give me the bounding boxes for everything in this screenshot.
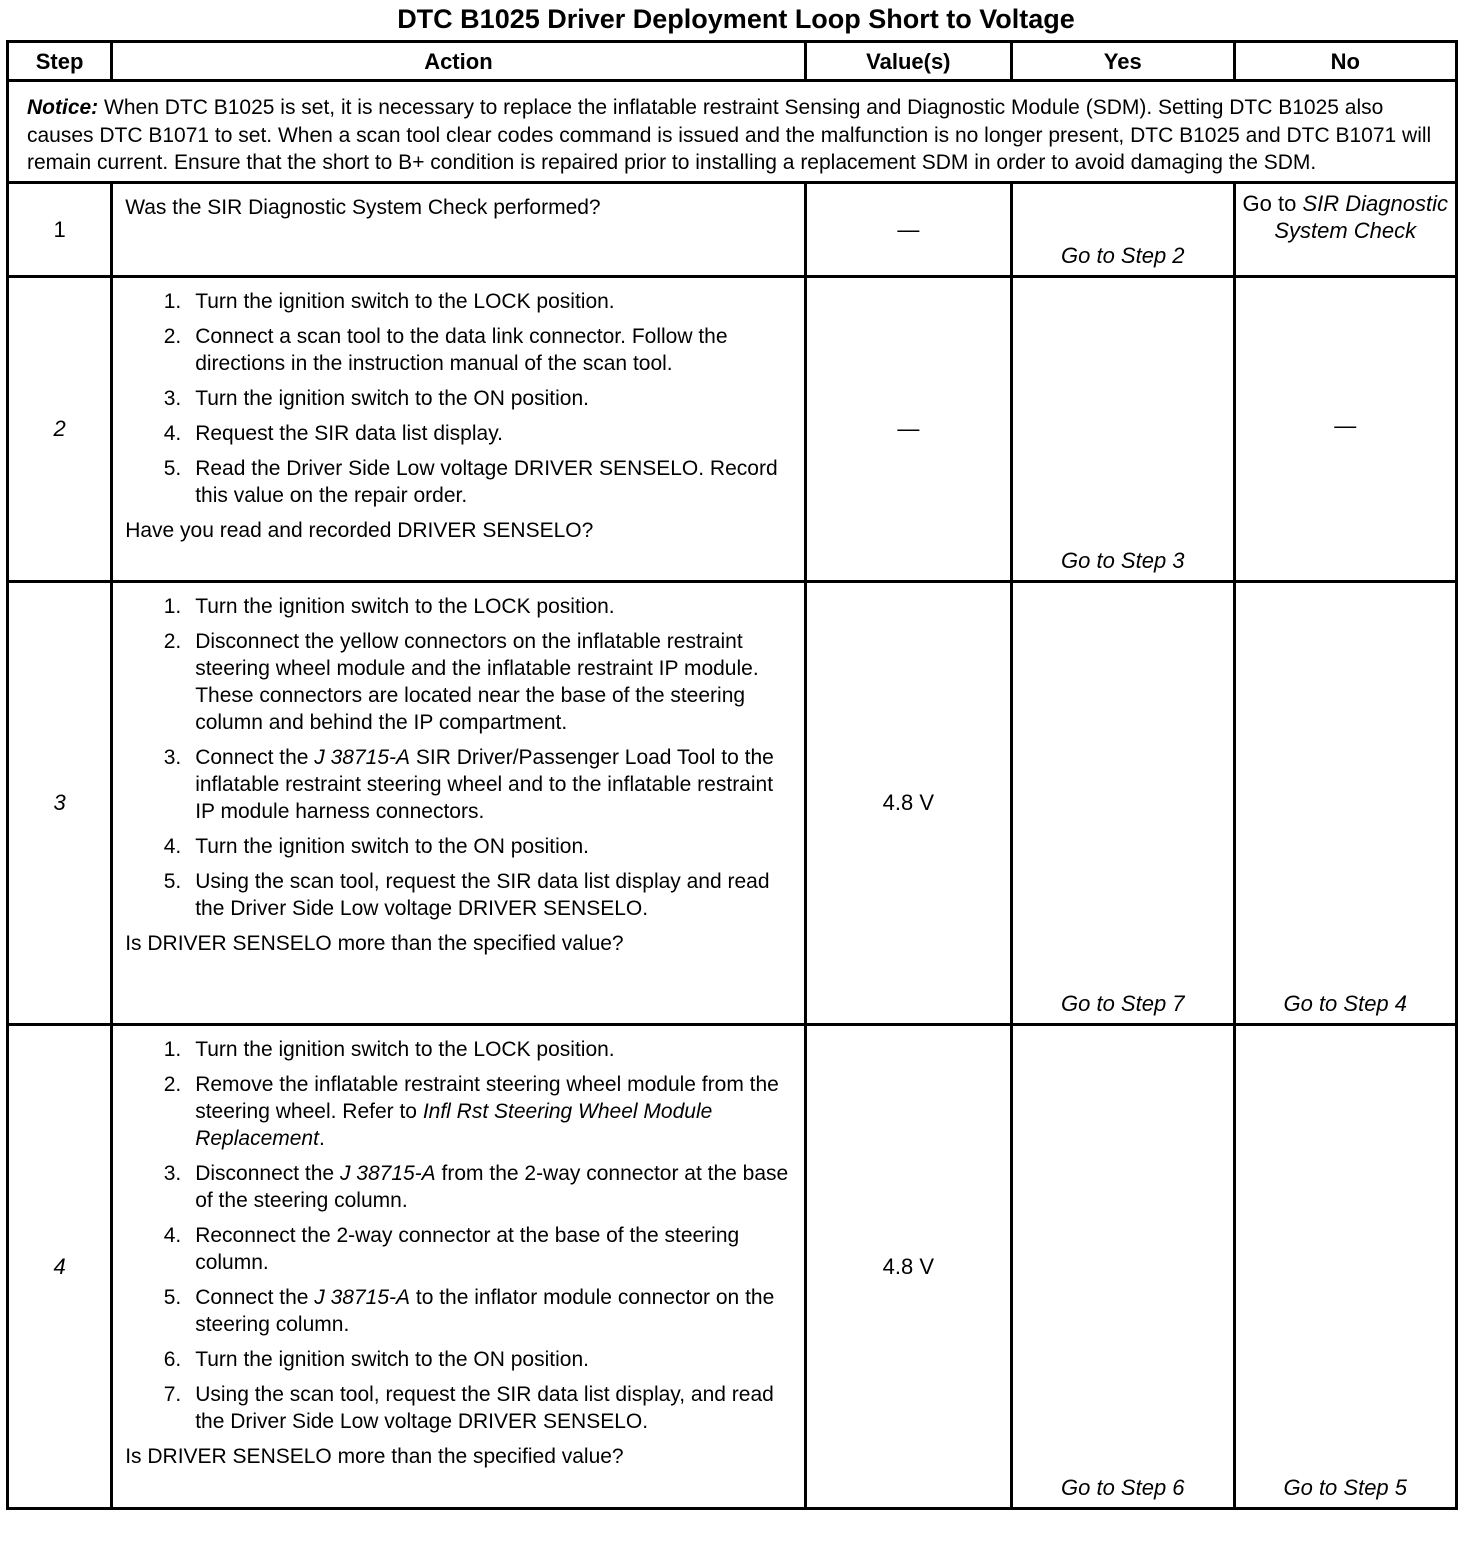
header-action: Action [112, 42, 805, 81]
step-no-reference: SIR Diagnostic System Check [1274, 190, 1448, 243]
diagnostic-table [6, 40, 1458, 1510]
list-item: 5. Connect the J 38715-A to the inflator module connector on the steering column. [163, 1285, 775, 1336]
step-yes: Go to Step 7 [1012, 581, 1234, 1024]
step-value: — [805, 276, 1011, 581]
step-items [125, 1036, 797, 1435]
list-item: 3. Connect the J 38715-A SIR Driver/Passenger Load Tool to the inflatable restraint steering wheel and to the inflatable restraint IP module harness connectors. [163, 745, 774, 823]
notice-row [8, 81, 1457, 183]
list-item: 4. Reconnect the 2-way connector at the base of the steering column. [163, 1223, 740, 1274]
tool-reference: J 38715-A [314, 745, 411, 769]
step-no [1234, 182, 1457, 276]
header-step: Step [8, 42, 112, 81]
header-no: No [1234, 42, 1457, 81]
step-items [125, 288, 797, 509]
header-values: Value(s) [805, 42, 1011, 81]
header-yes: Yes [1012, 42, 1234, 81]
table-row [8, 581, 1457, 1024]
step-yes: Go to Step 6 [1012, 1024, 1234, 1508]
notice [8, 81, 1457, 183]
tool-reference: J 38715-A [339, 1161, 436, 1185]
list-item: 5. Using the scan tool, request the SIR data list display and read the Driver Side Low voltage DRIVER SENSELO. [163, 869, 770, 920]
step-no: — [1234, 276, 1457, 581]
step-question: Is DRIVER SENSELO more than the specified value? [125, 1444, 624, 1468]
step-number: 2 [8, 276, 112, 581]
step-question: Have you read and recorded DRIVER SENSELO? [125, 518, 594, 542]
step-action [112, 581, 805, 1024]
step-no-prefix: Go to [1242, 190, 1297, 216]
list-item: 4. Request the SIR data list display. [163, 421, 503, 445]
header-row [8, 42, 1457, 81]
step-question: Was the SIR Diagnostic System Check performed? [125, 195, 601, 219]
table-row [8, 1024, 1457, 1508]
list-item: 1. Turn the ignition switch to the LOCK position. [163, 1037, 615, 1061]
step-no: Go to Step 5 [1234, 1024, 1457, 1508]
list-item: 2. Remove the inflatable restraint steering wheel module from the steering wheel. Refer to Infl Rst Steering Wheel Module Replacement. [163, 1072, 779, 1150]
step-value: — [805, 182, 1011, 276]
step-value: 4.8 V [805, 1024, 1011, 1508]
list-item: 3. Turn the ignition switch to the ON position. [163, 386, 589, 410]
step-number: 4 [8, 1024, 112, 1508]
procedure-reference: Infl Rst Steering Wheel Module Replacement [195, 1099, 713, 1150]
list-item: 7. Using the scan tool, request the SIR data list display, and read the Driver Side Low voltage DRIVER SENSELO. [163, 1382, 774, 1433]
list-item: 1. Turn the ignition switch to the LOCK position. [163, 289, 615, 313]
step-number: 1 [8, 182, 112, 276]
notice-text: When DTC B1025 is set, it is necessary to replace the inflatable restraint Sensing and Diagnostic Module (SDM). Setting DTC B1025 also causes DTC B1071 to set. When a scan tool clear codes command is issued and the malfunction is no longer present, DTC B1025 and DTC B1071 will remain current. Ensure that the short to B+ condition is repaired prior to installing a replacement SDM in order to avoid damaging the SDM. [27, 96, 1432, 174]
list-item: 1. Turn the ignition switch to the LOCK position. [163, 594, 615, 618]
step-items [125, 593, 797, 922]
tool-reference: J 38715-A [314, 1285, 411, 1309]
table-row [8, 276, 1457, 581]
step-action [112, 1024, 805, 1508]
notice-label: Notice: [27, 96, 99, 119]
list-item: 6. Turn the ignition switch to the ON position. [163, 1347, 589, 1371]
step-action [112, 182, 805, 276]
step-number: 3 [8, 581, 112, 1024]
step-no: Go to Step 4 [1234, 581, 1457, 1024]
list-item: 5. Read the Driver Side Low voltage DRIVER SENSELO. Record this value on the repair order. [163, 456, 778, 507]
step-action [112, 276, 805, 581]
step-question: Is DRIVER SENSELO more than the specified value? [125, 931, 624, 955]
step-yes: Go to Step 2 [1012, 182, 1234, 276]
list-item: 2. Connect a scan tool to the data link connector. Follow the directions in the instruction manual of the scan tool. [163, 324, 728, 375]
list-item: 4. Turn the ignition switch to the ON position. [163, 834, 589, 858]
step-yes: Go to Step 3 [1012, 276, 1234, 581]
page-title: DTC B1025 Driver Deployment Loop Short to Voltage [397, 4, 1075, 34]
step-value: 4.8 V [805, 581, 1011, 1024]
list-item: 2. Disconnect the yellow connectors on the inflatable restraint steering wheel module and the inflatable restraint IP module. These connectors are located near the base of the steering column and behind the IP compartment. [163, 629, 759, 734]
list-item: 3. Disconnect the J 38715-A from the 2-way connector at the base of the steering column. [163, 1161, 789, 1212]
table-row [8, 182, 1457, 276]
